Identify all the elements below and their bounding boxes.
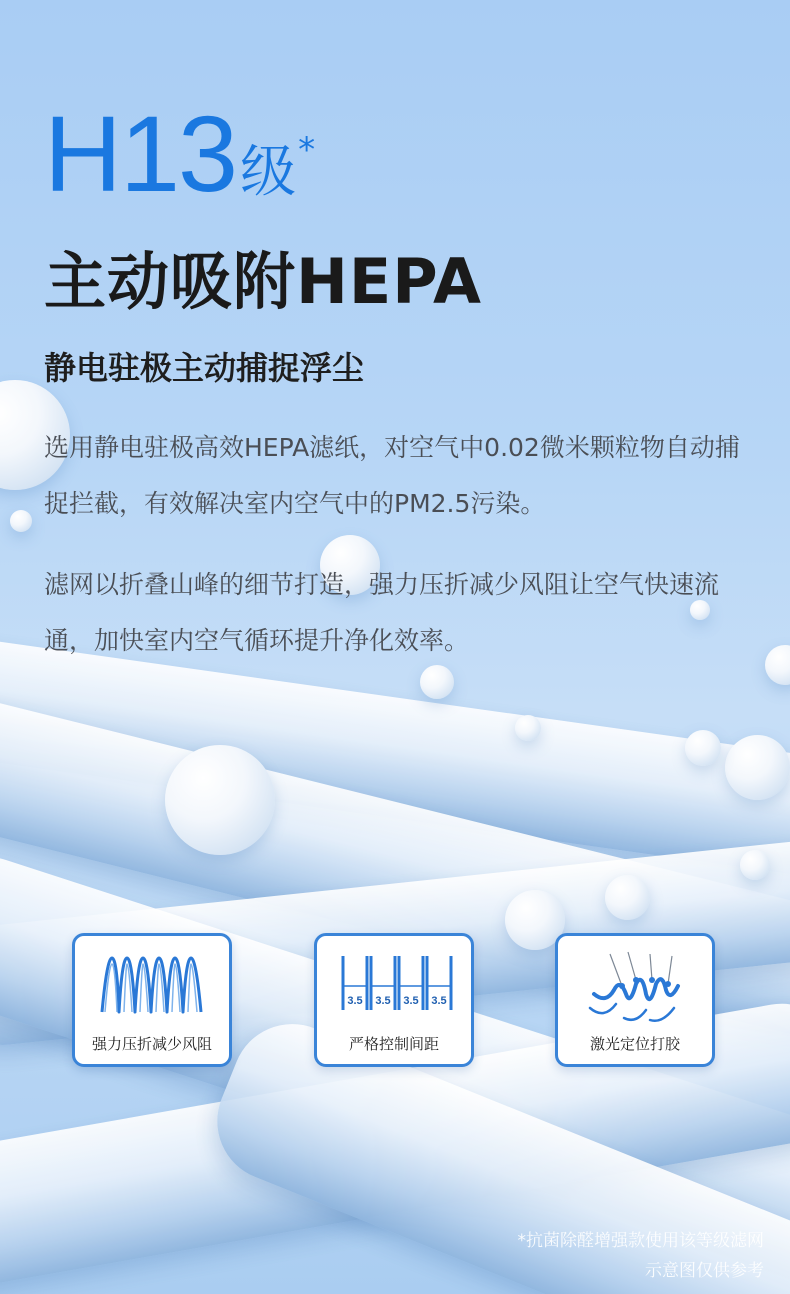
footnote-line-1: *抗菌除醛增强款使用该等级滤网 (517, 1231, 764, 1251)
feature-label-spacing: 严格控制间距 (348, 1035, 439, 1053)
spacing-value-4: 3.5 (431, 995, 447, 1007)
grade-suffix: 级 (240, 140, 297, 205)
spacing-value-1: 3.5 (347, 995, 363, 1007)
feature-label-fold: 强力压折减少风阻 (91, 1035, 212, 1053)
feature-card-spacing (314, 933, 474, 1067)
page-title: 主动吸附HEPA (44, 245, 482, 318)
feature-card-laser (555, 933, 715, 1067)
description-paragraph-1: 选用静电驻极高效HEPA滤纸，对空气中0.02微米颗粒物自动捕捉拦截，有效解决室内空气中的PM2.5污染。 (44, 433, 740, 518)
spacing-value-2: 3.5 (375, 995, 391, 1007)
page-subtitle: 静电驻极主动捕捉浮尘 (44, 349, 365, 387)
spacing-value-3: 3.5 (403, 995, 419, 1007)
footnote-line-2: 示意图仅供参考 (645, 1261, 764, 1281)
laser-glue-icon (580, 950, 692, 1028)
description-paragraph-2: 滤网以折叠山峰的细节打造，强力压折减少风阻让空气快速流通，加快室内空气循环提升净化效率。 (44, 570, 720, 655)
feature-label-laser: 激光定位打胶 (589, 1035, 680, 1053)
zigzag-fold-icon (97, 950, 207, 1022)
grade-text: H13 (44, 93, 237, 214)
spacing-gauge-icon (339, 950, 455, 1026)
grade-asterisk: * (298, 130, 316, 170)
feature-card-fold (72, 933, 232, 1067)
grade-headline (44, 93, 316, 214)
